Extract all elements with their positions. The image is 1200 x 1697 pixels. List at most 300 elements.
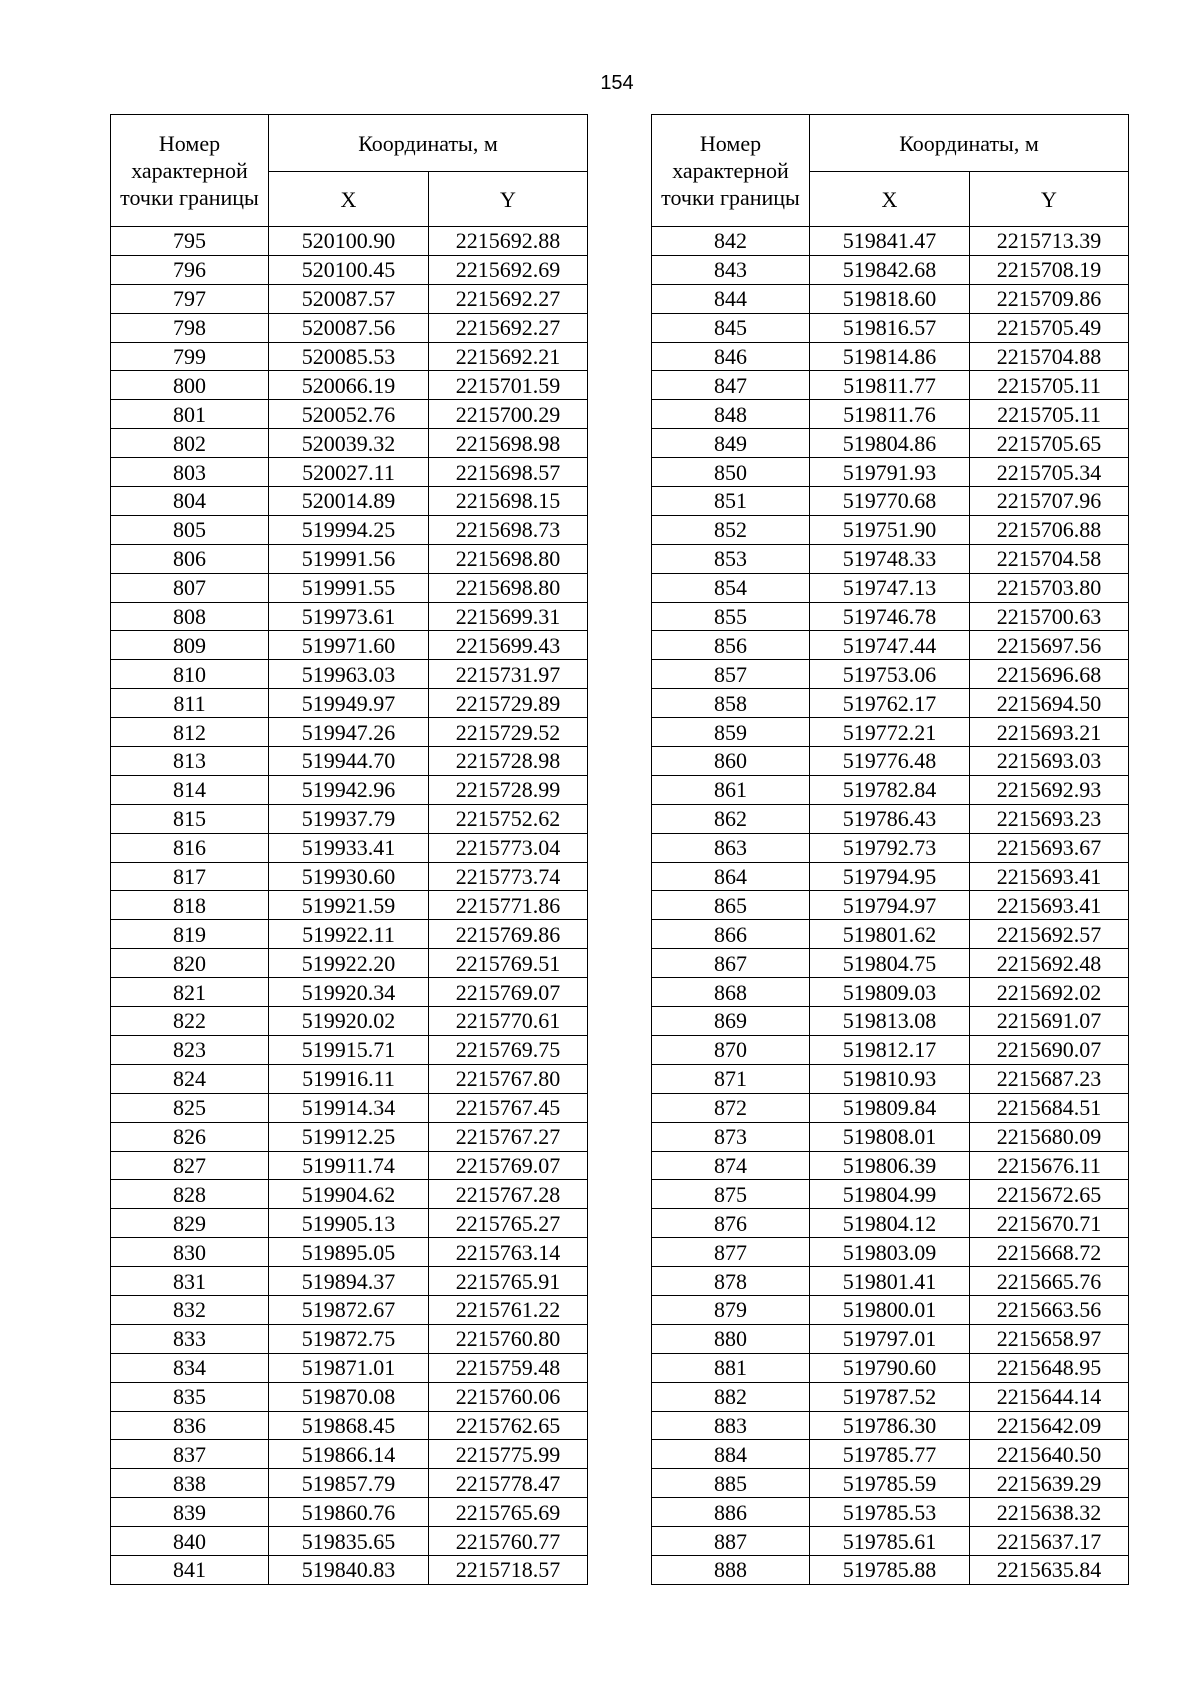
table-row <box>111 1555 588 1584</box>
x-coordinate-cell: 519963.03 <box>269 660 429 689</box>
table-row <box>111 1267 588 1296</box>
table-row <box>652 891 1129 920</box>
x-coordinate-cell: 519785.59 <box>810 1469 970 1498</box>
point-number-cell: 858 <box>652 689 810 718</box>
x-coordinate-cell: 519813.08 <box>810 1007 970 1036</box>
table-row <box>652 1469 1129 1498</box>
y-coordinate-cell: 2215718.57 <box>429 1555 588 1584</box>
point-number-cell: 807 <box>111 573 269 602</box>
table-row <box>111 313 588 342</box>
y-coordinate-cell: 2215778.47 <box>429 1469 588 1498</box>
point-number-cell: 827 <box>111 1151 269 1180</box>
page-number: 154 <box>600 72 634 94</box>
table-row <box>111 862 588 891</box>
y-coordinate-cell: 2215708.19 <box>970 255 1129 284</box>
point-number-cell: 875 <box>652 1180 810 1209</box>
y-coordinate-cell: 2215693.21 <box>970 718 1129 747</box>
point-number-cell: 806 <box>111 544 269 573</box>
table-row <box>652 342 1129 371</box>
y-coordinate-cell: 2215697.56 <box>970 631 1129 660</box>
x-header: X <box>810 172 970 227</box>
y-coordinate-cell: 2215663.56 <box>970 1295 1129 1324</box>
x-coordinate-cell: 519785.61 <box>810 1527 970 1556</box>
y-coordinate-cell: 2215640.50 <box>970 1440 1129 1469</box>
y-coordinate-cell: 2215696.68 <box>970 660 1129 689</box>
x-coordinate-cell: 519991.56 <box>269 544 429 573</box>
point-number-cell: 839 <box>111 1498 269 1527</box>
table-row <box>111 1527 588 1556</box>
x-coordinate-cell: 519801.62 <box>810 920 970 949</box>
point-number-cell: 823 <box>111 1035 269 1064</box>
y-coordinate-cell: 2215703.80 <box>970 573 1129 602</box>
x-coordinate-cell: 519933.41 <box>269 833 429 862</box>
y-coordinate-cell: 2215728.98 <box>429 747 588 776</box>
table-row <box>111 775 588 804</box>
table-row <box>652 689 1129 718</box>
x-coordinate-cell: 519762.17 <box>810 689 970 718</box>
y-coordinate-cell: 2215705.34 <box>970 458 1129 487</box>
x-coordinate-cell: 519944.70 <box>269 747 429 776</box>
y-coordinate-cell: 2215769.07 <box>429 1151 588 1180</box>
table-row <box>652 284 1129 313</box>
y-coordinate-cell: 2215769.51 <box>429 949 588 978</box>
point-number-cell: 861 <box>652 775 810 804</box>
table-row <box>111 1440 588 1469</box>
x-coordinate-cell: 520066.19 <box>269 371 429 400</box>
point-number-cell: 857 <box>652 660 810 689</box>
y-coordinate-cell: 2215767.27 <box>429 1122 588 1151</box>
table-row <box>111 1209 588 1238</box>
point-number-cell: 835 <box>111 1382 269 1411</box>
point-number-cell: 828 <box>111 1180 269 1209</box>
y-coordinate-cell: 2215668.72 <box>970 1238 1129 1267</box>
x-coordinate-cell: 520100.45 <box>269 255 429 284</box>
x-coordinate-cell: 519747.44 <box>810 631 970 660</box>
table-row <box>111 920 588 949</box>
x-coordinate-cell: 519912.25 <box>269 1122 429 1151</box>
point-number-cell: 850 <box>652 458 810 487</box>
x-coordinate-cell: 519782.84 <box>810 775 970 804</box>
point-number-cell: 818 <box>111 891 269 920</box>
point-number-cell: 814 <box>111 775 269 804</box>
point-number-cell: 802 <box>111 429 269 458</box>
y-coordinate-cell: 2215698.15 <box>429 487 588 516</box>
y-coordinate-cell: 2215644.14 <box>970 1382 1129 1411</box>
point-number-cell: 795 <box>111 227 269 256</box>
x-coordinate-cell: 519860.76 <box>269 1498 429 1527</box>
y-coordinate-cell: 2215731.97 <box>429 660 588 689</box>
y-coordinate-cell: 2215752.62 <box>429 804 588 833</box>
y-coordinate-cell: 2215698.73 <box>429 515 588 544</box>
table-row <box>111 1469 588 1498</box>
x-coordinate-cell: 519911.74 <box>269 1151 429 1180</box>
point-number-cell: 884 <box>652 1440 810 1469</box>
table-row <box>652 804 1129 833</box>
y-coordinate-cell: 2215680.09 <box>970 1122 1129 1151</box>
table-row <box>652 1353 1129 1382</box>
table-row <box>652 949 1129 978</box>
table-row <box>111 1064 588 1093</box>
y-coordinate-cell: 2215705.65 <box>970 429 1129 458</box>
y-coordinate-cell: 2215698.57 <box>429 458 588 487</box>
y-coordinate-cell: 2215700.63 <box>970 602 1129 631</box>
coordinates-header: Координаты, м <box>269 115 588 172</box>
x-coordinate-cell: 519894.37 <box>269 1267 429 1296</box>
point-number-cell: 810 <box>111 660 269 689</box>
table-row <box>111 1382 588 1411</box>
table-row <box>111 689 588 718</box>
x-coordinate-cell: 519809.03 <box>810 978 970 1007</box>
point-number-cell: 855 <box>652 602 810 631</box>
y-coordinate-cell: 2215767.28 <box>429 1180 588 1209</box>
x-coordinate-cell: 519800.01 <box>810 1295 970 1324</box>
y-coordinate-cell: 2215729.52 <box>429 718 588 747</box>
x-coordinate-cell: 519791.93 <box>810 458 970 487</box>
y-coordinate-cell: 2215706.88 <box>970 515 1129 544</box>
point-number-cell: 809 <box>111 631 269 660</box>
table-row <box>111 573 588 602</box>
x-coordinate-cell: 519808.01 <box>810 1122 970 1151</box>
point-number-cell: 840 <box>111 1527 269 1556</box>
table-row <box>111 1295 588 1324</box>
y-coordinate-cell: 2215637.17 <box>970 1527 1129 1556</box>
y-coordinate-cell: 2215670.71 <box>970 1209 1129 1238</box>
table-row <box>652 515 1129 544</box>
table-row <box>111 255 588 284</box>
point-number-cell: 876 <box>652 1209 810 1238</box>
table-row <box>652 458 1129 487</box>
x-coordinate-cell: 519840.83 <box>269 1555 429 1584</box>
table-row <box>111 1180 588 1209</box>
x-coordinate-cell: 519921.59 <box>269 891 429 920</box>
x-coordinate-cell: 519914.34 <box>269 1093 429 1122</box>
point-number-cell: 870 <box>652 1035 810 1064</box>
table-row <box>111 804 588 833</box>
point-number-cell: 878 <box>652 1267 810 1296</box>
y-coordinate-cell: 2215692.69 <box>429 255 588 284</box>
x-coordinate-cell: 519786.30 <box>810 1411 970 1440</box>
x-coordinate-cell: 519816.57 <box>810 313 970 342</box>
point-number-cell: 852 <box>652 515 810 544</box>
table-row <box>111 284 588 313</box>
x-coordinate-cell: 519991.55 <box>269 573 429 602</box>
table-row <box>652 487 1129 516</box>
x-coordinate-cell: 519792.73 <box>810 833 970 862</box>
x-coordinate-cell: 519973.61 <box>269 602 429 631</box>
point-number-header: Номер характерной точки границы <box>111 115 269 227</box>
y-coordinate-cell: 2215769.86 <box>429 920 588 949</box>
table-row <box>652 429 1129 458</box>
point-number-cell: 817 <box>111 862 269 891</box>
x-coordinate-cell: 519872.75 <box>269 1324 429 1353</box>
point-number-cell: 826 <box>111 1122 269 1151</box>
y-coordinate-cell: 2215698.80 <box>429 544 588 573</box>
point-number-cell: 879 <box>652 1295 810 1324</box>
y-coordinate-cell: 2215658.97 <box>970 1324 1129 1353</box>
point-number-cell: 853 <box>652 544 810 573</box>
point-number-cell: 872 <box>652 1093 810 1122</box>
table-row <box>111 515 588 544</box>
point-number-cell: 874 <box>652 1151 810 1180</box>
point-number-cell: 873 <box>652 1122 810 1151</box>
y-coordinate-cell: 2215763.14 <box>429 1238 588 1267</box>
table-row <box>652 1238 1129 1267</box>
table-row <box>111 1151 588 1180</box>
x-coordinate-cell: 519786.43 <box>810 804 970 833</box>
y-coordinate-cell: 2215638.32 <box>970 1498 1129 1527</box>
point-number-cell: 882 <box>652 1382 810 1411</box>
x-coordinate-cell: 519866.14 <box>269 1440 429 1469</box>
y-coordinate-cell: 2215760.80 <box>429 1324 588 1353</box>
x-coordinate-cell: 520100.90 <box>269 227 429 256</box>
y-coordinate-cell: 2215762.65 <box>429 1411 588 1440</box>
point-number-cell: 862 <box>652 804 810 833</box>
y-coordinate-cell: 2215684.51 <box>970 1093 1129 1122</box>
point-number-cell: 842 <box>652 227 810 256</box>
point-number-cell: 797 <box>111 284 269 313</box>
table-row <box>652 1209 1129 1238</box>
point-number-cell: 812 <box>111 718 269 747</box>
x-coordinate-cell: 519803.09 <box>810 1238 970 1267</box>
table-row <box>652 718 1129 747</box>
x-coordinate-cell: 519916.11 <box>269 1064 429 1093</box>
point-number-cell: 820 <box>111 949 269 978</box>
x-coordinate-cell: 519785.53 <box>810 1498 970 1527</box>
point-number-cell: 867 <box>652 949 810 978</box>
point-number-cell: 854 <box>652 573 810 602</box>
x-coordinate-cell: 519922.20 <box>269 949 429 978</box>
point-number-cell: 804 <box>111 487 269 516</box>
y-coordinate-cell: 2215693.03 <box>970 747 1129 776</box>
x-coordinate-cell: 519930.60 <box>269 862 429 891</box>
point-number-cell: 824 <box>111 1064 269 1093</box>
table-row <box>652 255 1129 284</box>
table-row <box>111 978 588 1007</box>
table-row <box>652 1555 1129 1584</box>
x-coordinate-cell: 520087.57 <box>269 284 429 313</box>
point-number-cell: 863 <box>652 833 810 862</box>
y-coordinate-cell: 2215709.86 <box>970 284 1129 313</box>
table-row <box>111 1324 588 1353</box>
point-number-cell: 801 <box>111 400 269 429</box>
y-coordinate-cell: 2215692.21 <box>429 342 588 371</box>
table-row <box>111 400 588 429</box>
point-number-cell: 868 <box>652 978 810 1007</box>
x-coordinate-cell: 519871.01 <box>269 1353 429 1382</box>
table-row <box>652 1498 1129 1527</box>
point-number-cell: 816 <box>111 833 269 862</box>
x-coordinate-cell: 519812.17 <box>810 1035 970 1064</box>
table-row <box>111 1411 588 1440</box>
x-coordinate-cell: 519971.60 <box>269 631 429 660</box>
point-number-cell: 799 <box>111 342 269 371</box>
point-number-cell: 832 <box>111 1295 269 1324</box>
x-coordinate-cell: 519870.08 <box>269 1382 429 1411</box>
point-number-cell: 813 <box>111 747 269 776</box>
x-coordinate-cell: 519794.97 <box>810 891 970 920</box>
x-coordinate-cell: 519922.11 <box>269 920 429 949</box>
table-row <box>652 1035 1129 1064</box>
coordinates-table-left <box>110 114 588 1585</box>
point-number-cell: 883 <box>652 1411 810 1440</box>
y-coordinate-cell: 2215693.67 <box>970 833 1129 862</box>
table-row <box>111 1353 588 1382</box>
table-row <box>111 1238 588 1267</box>
x-coordinate-cell: 519790.60 <box>810 1353 970 1382</box>
y-coordinate-cell: 2215698.98 <box>429 429 588 458</box>
x-coordinate-cell: 520027.11 <box>269 458 429 487</box>
point-number-cell: 881 <box>652 1353 810 1382</box>
table-row <box>652 1411 1129 1440</box>
table-row <box>652 400 1129 429</box>
x-coordinate-cell: 519937.79 <box>269 804 429 833</box>
table-row <box>111 891 588 920</box>
y-coordinate-cell: 2215701.59 <box>429 371 588 400</box>
y-coordinate-cell: 2215639.29 <box>970 1469 1129 1498</box>
table-body-right <box>652 227 1129 1585</box>
x-coordinate-cell: 519810.93 <box>810 1064 970 1093</box>
point-number-cell: 886 <box>652 1498 810 1527</box>
x-coordinate-cell: 519785.77 <box>810 1440 970 1469</box>
y-coordinate-cell: 2215729.89 <box>429 689 588 718</box>
table-row <box>111 371 588 400</box>
point-number-cell: 856 <box>652 631 810 660</box>
x-coordinate-cell: 519753.06 <box>810 660 970 689</box>
point-number-cell: 829 <box>111 1209 269 1238</box>
point-number-cell: 803 <box>111 458 269 487</box>
y-coordinate-cell: 2215692.57 <box>970 920 1129 949</box>
y-coordinate-cell: 2215713.39 <box>970 227 1129 256</box>
x-coordinate-cell: 519949.97 <box>269 689 429 718</box>
point-number-cell: 864 <box>652 862 810 891</box>
y-coordinate-cell: 2215767.80 <box>429 1064 588 1093</box>
point-number-cell: 843 <box>652 255 810 284</box>
x-coordinate-cell: 519804.75 <box>810 949 970 978</box>
point-number-cell: 845 <box>652 313 810 342</box>
x-coordinate-cell: 519785.88 <box>810 1555 970 1584</box>
y-coordinate-cell: 2215692.27 <box>429 284 588 313</box>
x-coordinate-cell: 519994.25 <box>269 515 429 544</box>
y-coordinate-cell: 2215690.07 <box>970 1035 1129 1064</box>
table-row <box>652 1151 1129 1180</box>
y-coordinate-cell: 2215760.77 <box>429 1527 588 1556</box>
point-number-cell: 821 <box>111 978 269 1007</box>
x-coordinate-cell: 519920.34 <box>269 978 429 1007</box>
y-coordinate-cell: 2215765.91 <box>429 1267 588 1296</box>
y-coordinate-cell: 2215759.48 <box>429 1353 588 1382</box>
point-number-cell: 859 <box>652 718 810 747</box>
x-coordinate-cell: 519811.77 <box>810 371 970 400</box>
x-coordinate-cell: 519794.95 <box>810 862 970 891</box>
x-coordinate-cell: 520085.53 <box>269 342 429 371</box>
point-number-cell: 805 <box>111 515 269 544</box>
y-coordinate-cell: 2215728.99 <box>429 775 588 804</box>
point-number-cell: 866 <box>652 920 810 949</box>
x-coordinate-cell: 520087.56 <box>269 313 429 342</box>
table-row <box>652 1122 1129 1151</box>
table-row <box>652 1007 1129 1036</box>
y-coordinate-cell: 2215771.86 <box>429 891 588 920</box>
table-row <box>111 718 588 747</box>
y-coordinate-cell: 2215704.88 <box>970 342 1129 371</box>
y-coordinate-cell: 2215699.43 <box>429 631 588 660</box>
y-coordinate-cell: 2215765.27 <box>429 1209 588 1238</box>
x-coordinate-cell: 519904.62 <box>269 1180 429 1209</box>
point-number-cell: 844 <box>652 284 810 313</box>
x-coordinate-cell: 519772.21 <box>810 718 970 747</box>
table-row <box>652 631 1129 660</box>
table-row <box>652 1440 1129 1469</box>
y-coordinate-cell: 2215691.07 <box>970 1007 1129 1036</box>
table-row <box>652 1064 1129 1093</box>
y-coordinate-cell: 2215648.95 <box>970 1353 1129 1382</box>
table-row <box>111 747 588 776</box>
table-row <box>652 1527 1129 1556</box>
y-coordinate-cell: 2215769.75 <box>429 1035 588 1064</box>
y-coordinate-cell: 2215676.11 <box>970 1151 1129 1180</box>
y-coordinate-cell: 2215775.99 <box>429 1440 588 1469</box>
point-number-cell: 834 <box>111 1353 269 1382</box>
point-number-cell: 830 <box>111 1238 269 1267</box>
y-coordinate-cell: 2215705.11 <box>970 371 1129 400</box>
table-row <box>111 227 588 256</box>
table-row <box>111 487 588 516</box>
point-number-cell: 848 <box>652 400 810 429</box>
point-number-cell: 798 <box>111 313 269 342</box>
x-coordinate-cell: 519895.05 <box>269 1238 429 1267</box>
point-number-cell: 800 <box>111 371 269 400</box>
x-coordinate-cell: 519776.48 <box>810 747 970 776</box>
point-number-cell: 887 <box>652 1527 810 1556</box>
point-number-cell: 796 <box>111 255 269 284</box>
coordinates-header: Координаты, м <box>810 115 1129 172</box>
point-number-cell: 849 <box>652 429 810 458</box>
table-row <box>652 544 1129 573</box>
x-coordinate-cell: 519920.02 <box>269 1007 429 1036</box>
x-coordinate-cell: 519804.99 <box>810 1180 970 1209</box>
y-coordinate-cell: 2215705.49 <box>970 313 1129 342</box>
y-coordinate-cell: 2215692.88 <box>429 227 588 256</box>
x-coordinate-cell: 519841.47 <box>810 227 970 256</box>
x-coordinate-cell: 519835.65 <box>269 1527 429 1556</box>
x-coordinate-cell: 519872.67 <box>269 1295 429 1324</box>
table-row <box>652 1382 1129 1411</box>
table-row <box>111 458 588 487</box>
x-coordinate-cell: 519857.79 <box>269 1469 429 1498</box>
table-row <box>652 1295 1129 1324</box>
x-coordinate-cell: 519818.60 <box>810 284 970 313</box>
table-row <box>652 862 1129 891</box>
x-coordinate-cell: 519747.13 <box>810 573 970 602</box>
point-number-header: Номер характерной точки границы <box>652 115 810 227</box>
x-coordinate-cell: 520052.76 <box>269 400 429 429</box>
x-header: X <box>269 172 429 227</box>
y-coordinate-cell: 2215765.69 <box>429 1498 588 1527</box>
table-row <box>652 978 1129 1007</box>
x-coordinate-cell: 519905.13 <box>269 1209 429 1238</box>
point-number-cell: 836 <box>111 1411 269 1440</box>
point-number-cell: 888 <box>652 1555 810 1584</box>
y-coordinate-cell: 2215700.29 <box>429 400 588 429</box>
point-number-cell: 833 <box>111 1324 269 1353</box>
y-coordinate-cell: 2215694.50 <box>970 689 1129 718</box>
table-row <box>652 920 1129 949</box>
point-number-cell: 819 <box>111 920 269 949</box>
table-body-left <box>111 227 588 1585</box>
x-coordinate-cell: 519868.45 <box>269 1411 429 1440</box>
point-number-cell: 851 <box>652 487 810 516</box>
table-row <box>111 1498 588 1527</box>
